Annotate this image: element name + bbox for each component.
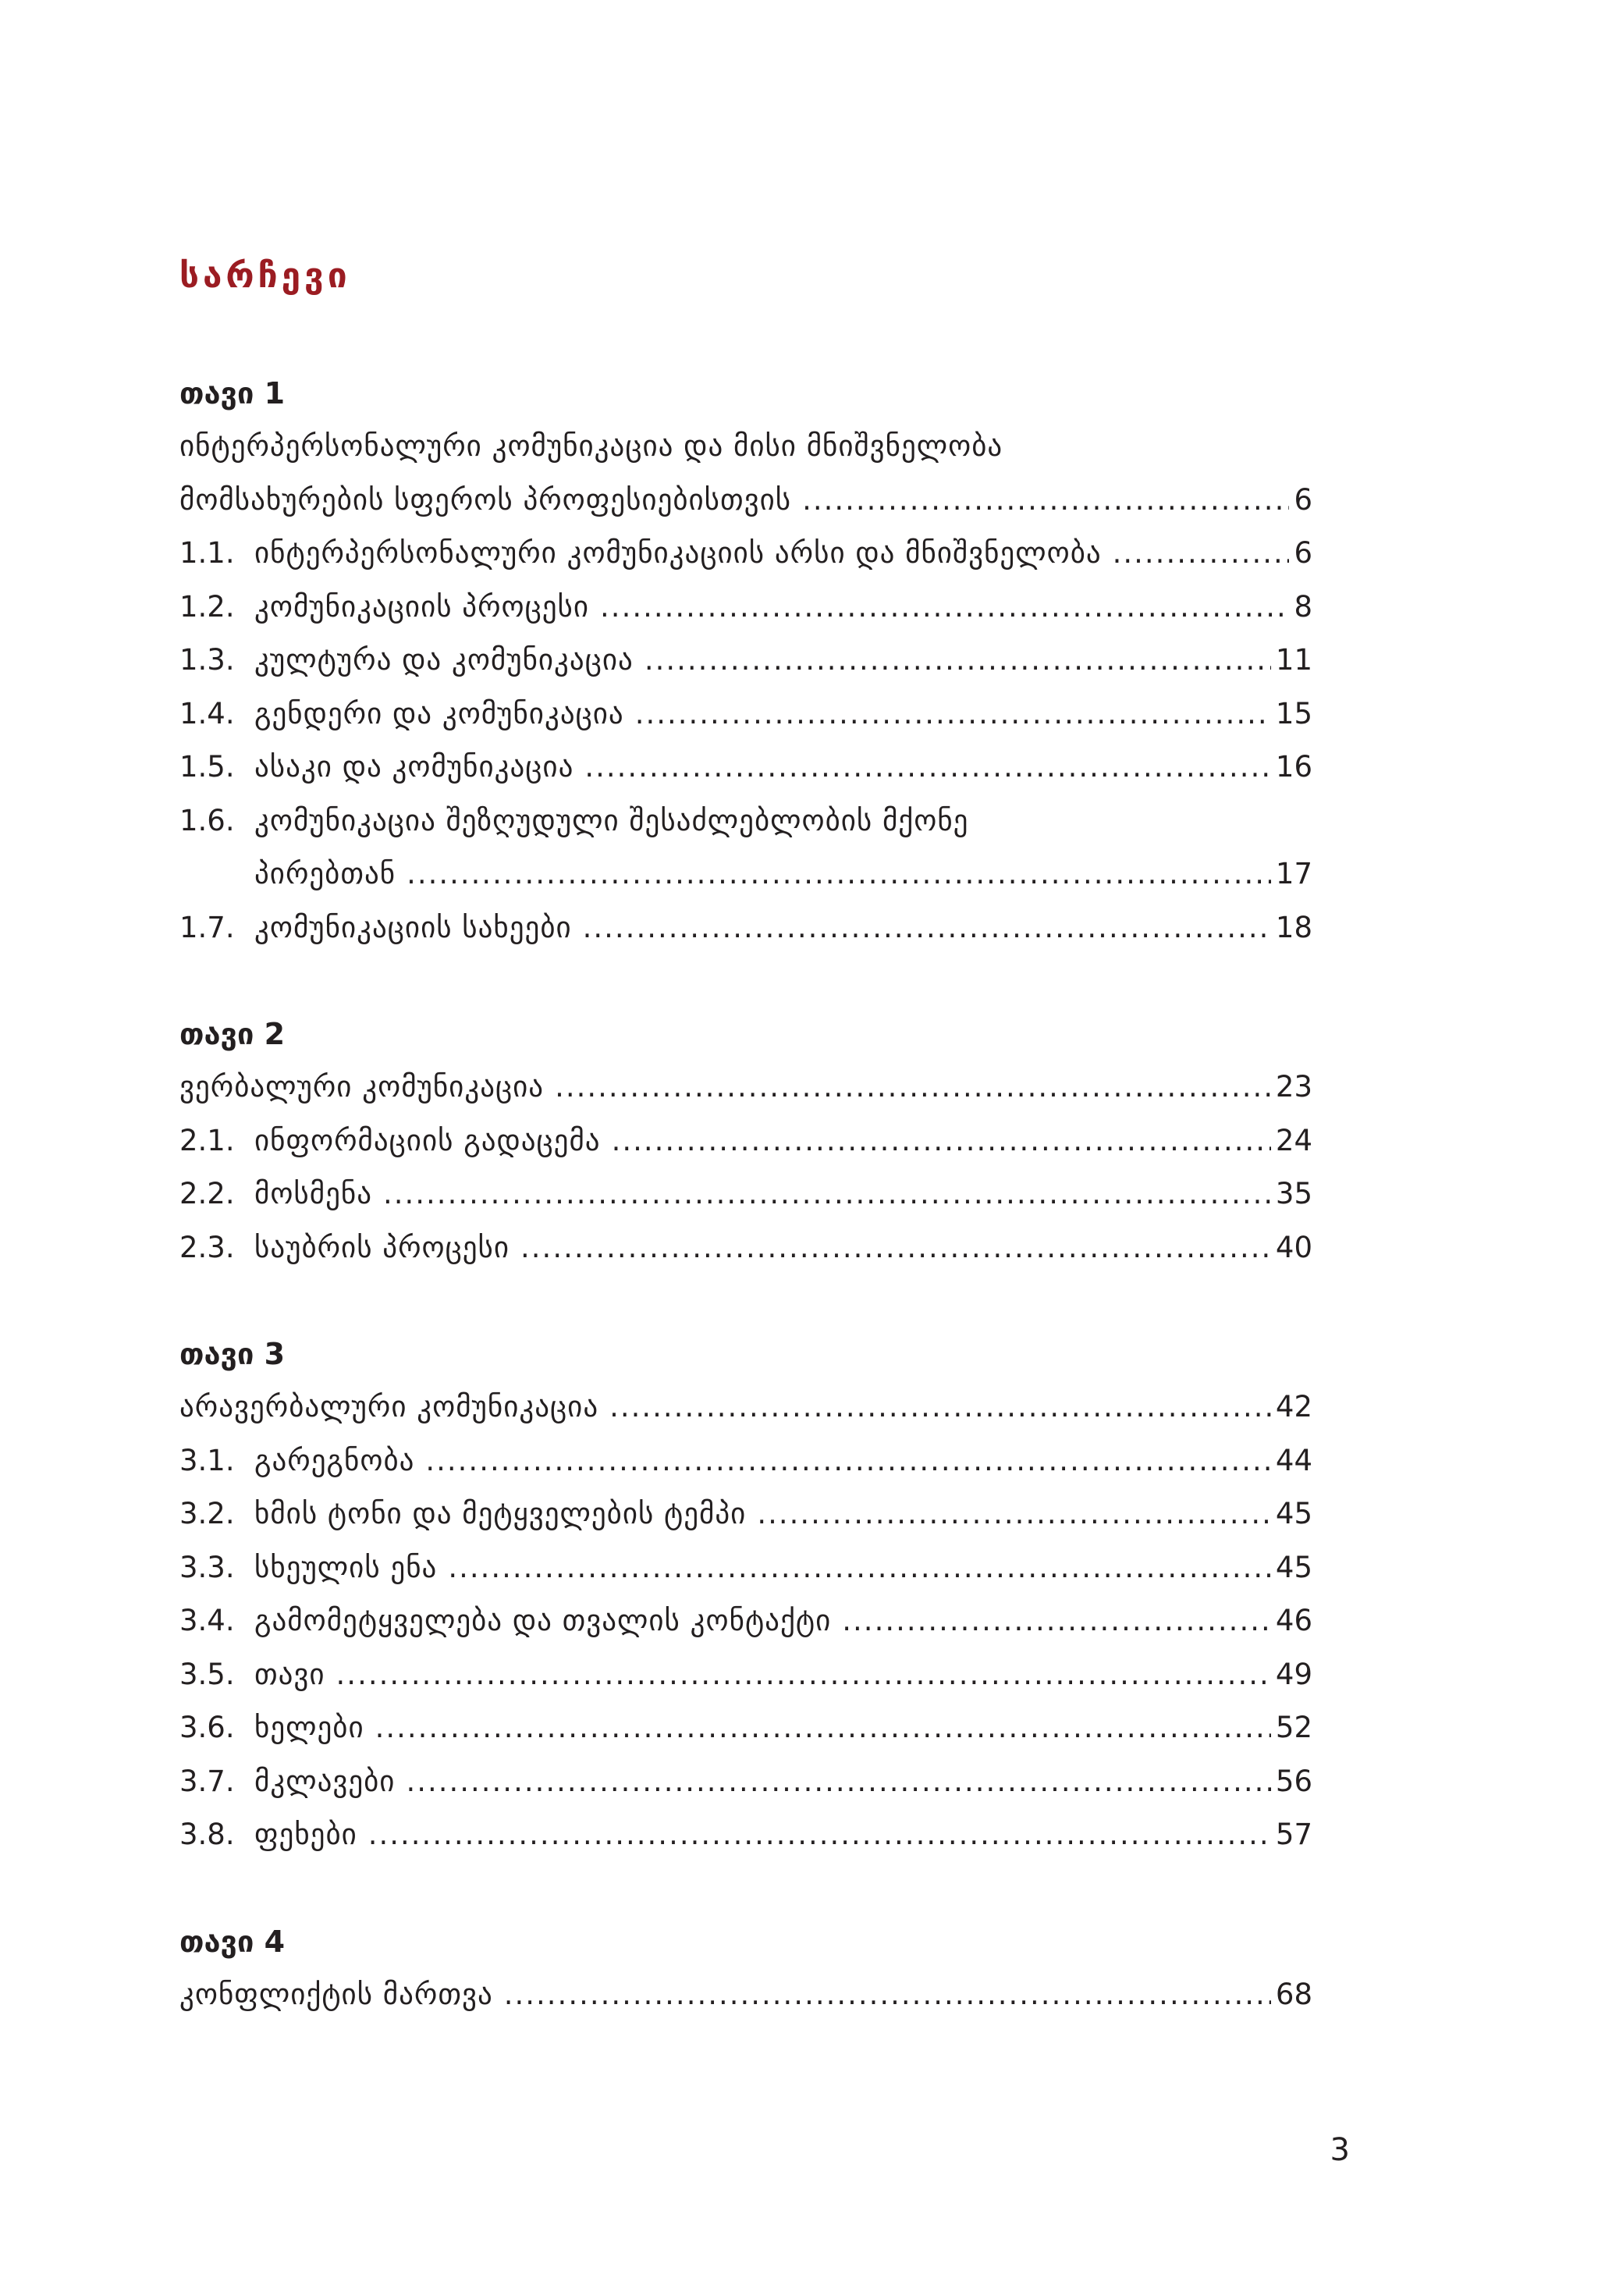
entry-number: 3.3. (179, 1550, 235, 1584)
toc-entry[interactable] (179, 420, 1312, 474)
dot-leader (842, 1594, 1271, 1648)
entry-number: 2.1. (179, 1123, 235, 1157)
entry-page: 8 (1294, 589, 1312, 624)
entry-title: მომსახურების სფეროს პროფესიებისთვის (179, 482, 792, 517)
toc-entry[interactable] (179, 1808, 1312, 1862)
entry-page: 35 (1275, 1177, 1312, 1210)
entry-title: ინტერპერსონალური კომუნიკაცია და მისი მნიშვნელობა (179, 429, 1003, 463)
toc-entry[interactable] (179, 634, 1312, 688)
entry-page: 57 (1275, 1818, 1312, 1851)
dot-leader (609, 1381, 1271, 1434)
dot-leader (802, 474, 1289, 528)
toc-entry[interactable] (179, 901, 1312, 955)
entry-title: გარეგნობა (254, 1443, 415, 1477)
entry-number: 3.1. (179, 1443, 235, 1477)
entry-number: 1.4. (179, 696, 235, 730)
toc-entry[interactable] (179, 581, 1312, 634)
chapter-heading: თავი 4 (179, 1924, 286, 1959)
entry-title: მკლავები (254, 1764, 396, 1798)
toc-entry[interactable] (179, 1648, 1312, 1702)
entry-number: 1.3. (179, 643, 235, 677)
entry-number: 3.2. (179, 1497, 235, 1530)
entry-title: ინტერპერსონალური კომუნიკაციის არსი და მნიშვნელობა (254, 536, 1102, 570)
dot-leader (425, 1434, 1271, 1488)
entry-page: 49 (1275, 1657, 1312, 1691)
table-of-contents (179, 367, 1312, 2074)
toc-entry[interactable] (179, 794, 1312, 848)
toc-entry[interactable] (179, 848, 1312, 901)
chapter-heading: თავი 1 (179, 376, 286, 411)
entry-title: კომუნიკაცია შეზღუდული შესაძლებლობის მქონე (254, 803, 969, 837)
toc-entry[interactable] (179, 527, 1312, 581)
toc-entry[interactable] (179, 1168, 1312, 1221)
entry-page: 6 (1294, 482, 1312, 517)
chapter-heading: თავი 2 (179, 1017, 286, 1051)
toc-entry[interactable] (179, 1541, 1312, 1595)
chapter-4 (179, 1915, 1312, 2022)
entry-title: მოსმენა (254, 1177, 372, 1210)
entry-title: ხელები (254, 1711, 364, 1744)
entry-title: არავერბალური კომუნიკაცია (179, 1390, 599, 1423)
toc-entry[interactable] (179, 474, 1312, 528)
entry-number: 1.1. (179, 536, 235, 570)
entry-page: 40 (1275, 1230, 1312, 1264)
toc-entry[interactable] (179, 1487, 1312, 1541)
entry-number: 1.6. (179, 803, 235, 837)
dot-leader (448, 1541, 1271, 1595)
entry-number: 2.2. (179, 1177, 235, 1210)
toc-entry[interactable] (179, 1061, 1312, 1114)
entry-page: 6 (1294, 536, 1312, 570)
entry-page: 17 (1275, 857, 1312, 890)
entry-title: სხეულის ენა (254, 1550, 438, 1584)
entry-page: 16 (1275, 750, 1312, 784)
toc-title: სარჩევი (179, 256, 351, 296)
dot-leader (407, 848, 1271, 901)
dot-leader (600, 581, 1289, 634)
entry-number: 1.2. (179, 589, 235, 624)
entry-title: კომუნიკაციის პროცესი (254, 589, 590, 624)
entry-title: გამომეტყველება და თვალის კონტაქტი (254, 1604, 832, 1637)
entry-title: ფეხები (254, 1818, 357, 1851)
entry-page: 18 (1275, 910, 1312, 944)
entry-number: 3.6. (179, 1711, 235, 1744)
entry-page: 52 (1275, 1711, 1312, 1744)
entry-page: 46 (1275, 1604, 1312, 1637)
dot-leader (520, 1221, 1271, 1275)
toc-entry[interactable] (179, 1594, 1312, 1648)
dot-leader (383, 1168, 1271, 1221)
entry-page: 42 (1275, 1390, 1312, 1423)
entry-page: 15 (1275, 696, 1312, 730)
toc-entry[interactable] (179, 1701, 1312, 1755)
chapter-heading: თავი 3 (179, 1337, 286, 1371)
dot-leader (612, 1114, 1271, 1168)
entry-title: თავი (254, 1657, 325, 1691)
entry-page: 23 (1275, 1070, 1312, 1104)
entry-number: 2.3. (179, 1230, 235, 1264)
toc-entry[interactable] (179, 1434, 1312, 1488)
toc-entry[interactable] (179, 1968, 1312, 2022)
entry-title: გენდერი და კომუნიკაცია (254, 696, 624, 730)
toc-entry[interactable] (179, 1381, 1312, 1434)
dot-leader (583, 901, 1271, 955)
entry-title: პირებთან (254, 857, 396, 890)
toc-entry[interactable] (179, 1114, 1312, 1168)
dot-leader (375, 1701, 1271, 1755)
entry-title: კონფლიქტის მართვა (179, 1977, 493, 2011)
dot-leader (757, 1487, 1271, 1541)
entry-page: 45 (1275, 1497, 1312, 1530)
dot-leader (336, 1648, 1271, 1702)
entry-title: ხმის ტონი და მეტყველების ტემპი (254, 1497, 747, 1530)
entry-number: 3.7. (179, 1764, 235, 1798)
dot-leader (1113, 527, 1290, 581)
toc-entry[interactable] (179, 741, 1312, 794)
entry-number: 3.8. (179, 1818, 235, 1851)
dot-leader (635, 688, 1271, 741)
toc-entry[interactable] (179, 1221, 1312, 1275)
entry-number: 3.4. (179, 1604, 235, 1637)
entry-number: 1.7. (179, 910, 235, 944)
dot-leader (504, 1968, 1271, 2022)
toc-entry[interactable] (179, 1755, 1312, 1809)
entry-page: 56 (1275, 1764, 1312, 1798)
chapter-2 (179, 1008, 1312, 1274)
chapter-3 (179, 1327, 1312, 1862)
entry-page: 11 (1275, 643, 1312, 677)
dot-leader (368, 1808, 1271, 1862)
entry-title: კულტურა და კომუნიკაცია (254, 643, 634, 677)
entry-number: 3.5. (179, 1657, 235, 1691)
dot-leader (555, 1061, 1271, 1114)
entry-title: ვერბალური კომუნიკაცია (179, 1070, 545, 1104)
entry-page: 68 (1275, 1977, 1312, 2011)
dot-leader (584, 741, 1271, 794)
entry-title: საუბრის პროცესი (254, 1230, 510, 1264)
entry-title: კომუნიკაციის სახეები (254, 910, 572, 944)
entry-title: ინფორმაციის გადაცემა (254, 1123, 601, 1157)
entry-page: 24 (1275, 1123, 1312, 1157)
chapter-1 (179, 367, 1312, 954)
toc-entry[interactable] (179, 688, 1312, 741)
entry-title: ასაკი და კომუნიკაცია (254, 750, 574, 784)
dot-leader (645, 634, 1271, 688)
entry-page: 45 (1275, 1550, 1312, 1584)
entry-page: 44 (1275, 1443, 1312, 1477)
page-number: 3 (1330, 2132, 1350, 2168)
dot-leader (406, 1755, 1270, 1809)
entry-number: 1.5. (179, 750, 235, 784)
